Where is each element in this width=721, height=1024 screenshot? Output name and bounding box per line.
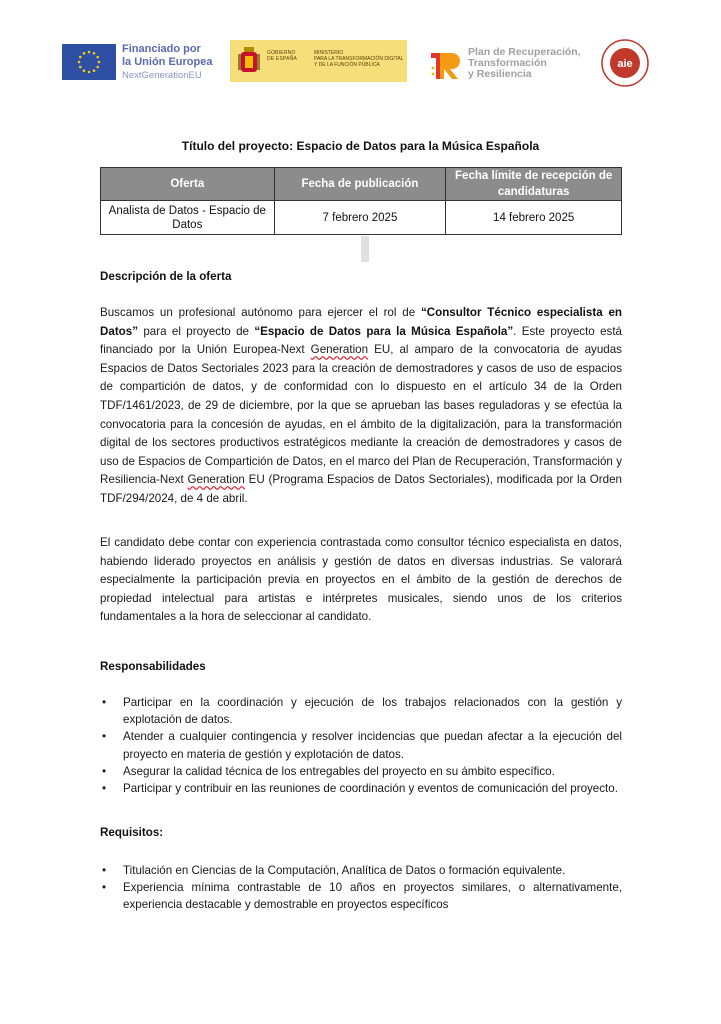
list-item: • Titulación en Ciencias de la Computación, Analítica de Datos o formación equivalente.	[100, 862, 622, 879]
svg-text:aie: aie	[617, 58, 633, 70]
list-item: • Participar en la coordinación y ejecución de los trabajos relacionados con la gestión y explotación de datos.	[100, 694, 622, 728]
cell-oferta: Analista de Datos - Espacio de Datos	[101, 201, 275, 235]
list-item: • Participar y contribuir en las reuniones de coordinación y eventos de comunicación del proyecto.	[100, 780, 622, 797]
table-row	[101, 201, 622, 235]
responsabilidades-heading: Responsabilidades	[100, 660, 206, 673]
eu-stars-icon	[62, 44, 116, 80]
requisitos-list	[100, 862, 622, 914]
header-logos	[62, 38, 662, 88]
tr-mark-icon	[428, 48, 464, 84]
list-item: • Asegurar la calidad técnica de los entregables del proyecto en su ámbito específico.	[100, 763, 622, 780]
project-title: Título del proyecto: Espacio de Datos para la Música Española	[181, 139, 540, 153]
text-cursor-marker	[361, 236, 369, 262]
plan-text: Plan de Recuperación, Transformación y Resiliencia	[468, 46, 581, 80]
responsabilidades-list	[100, 694, 622, 797]
eu-line1: Financiado por	[122, 43, 201, 55]
list-item: • Experiencia mínima contrastable de 10 años en proyectos similares, o alternativamente, experiencia destacable y demostrable en proyectos específicos	[100, 879, 622, 913]
aie-logo	[600, 38, 650, 88]
descripcion-heading: Descripción de la oferta	[100, 270, 232, 283]
cell-fecha-limite: 14 febrero 2025	[446, 201, 622, 235]
ministerio-text: MINISTERIO PARA LA TRANSFORMACIÓN DIGITAL Y DE LA FUNCIÓN PÚBLICA	[314, 50, 404, 68]
eu-flag-icon	[62, 44, 116, 80]
list-item: • Atender a cualquier contingencia y resolver incidencias que puedan afectar a la ejecución del proyecto en materia de gestión y explotación de datos.	[100, 728, 622, 762]
descripcion-paragraph-2: El candidato debe contar con experiencia contrastada como consultor técnico especialista en datos, habiendo liderado proyectos en análisis y gestión de datos en diversas industrias. Se valorará especialmente la participación previa en proyectos en el ámbito de la gestión de derechos de propiedad intelectual para artistas e intérpretes musicales, siendo unos de los criterios fundamentales a la hora de seleccionar al candidato.	[100, 536, 622, 624]
coat-of-arms-icon	[238, 46, 260, 76]
gobierno-text: GOBIERNO DE ESPAÑA	[267, 50, 298, 62]
header-oferta: Oferta	[101, 168, 275, 201]
offer-table	[100, 167, 622, 235]
eu-line2: la Unión Europea	[122, 56, 213, 68]
requisitos-heading: Requisitos:	[100, 826, 164, 839]
header-fecha-publicacion: Fecha de publicación	[274, 168, 446, 201]
eu-funding-text	[122, 43, 212, 82]
header-fecha-limite: Fecha límite de recepción de candidaturas	[446, 168, 622, 201]
descripcion-paragraph-1: Buscamos un profesional autónomo para ejercer el rol de “Consultor Técnico especialista en Datos” para el proyecto de “Espacio de Datos para la Música Española”. Este proyecto está financiado por la Unión Europea-Next Generation EU, al amparo de la convocatoria de ayudas Espacios de Datos Sectoriales 2023 para la creación de demostradores y casos de uso de espacios de compartición de datos, y de conformidad con lo dispuesto en el artículo 34 de la Orden TDF/1461/2023, de 29 de diciembre, por la que se aprueban las bases reguladoras y se efectúa la convocatoria para la concesión de ayudas, en el ámbito de la digitalización, para la transformación digital de los sectores productivos estratégicos mediante la creación de demostradores y casos de uso de Espacios de Compartición de Datos, en el marco del Plan de Recuperación, Transformación y Resiliencia-Next Generation EU (Programa Espacios de Datos Sectoriales), modificada por la Orden TDF/294/2024, de 4 de abril.	[100, 306, 622, 505]
cell-fecha-publicacion: 7 febrero 2025	[274, 201, 446, 235]
eu-line3: NextGenerationEU	[122, 70, 202, 81]
table-header-row	[101, 168, 622, 201]
gobierno-logo	[230, 40, 407, 82]
aie-seal-icon	[600, 38, 650, 88]
plan-recuperacion-logo	[428, 42, 583, 86]
